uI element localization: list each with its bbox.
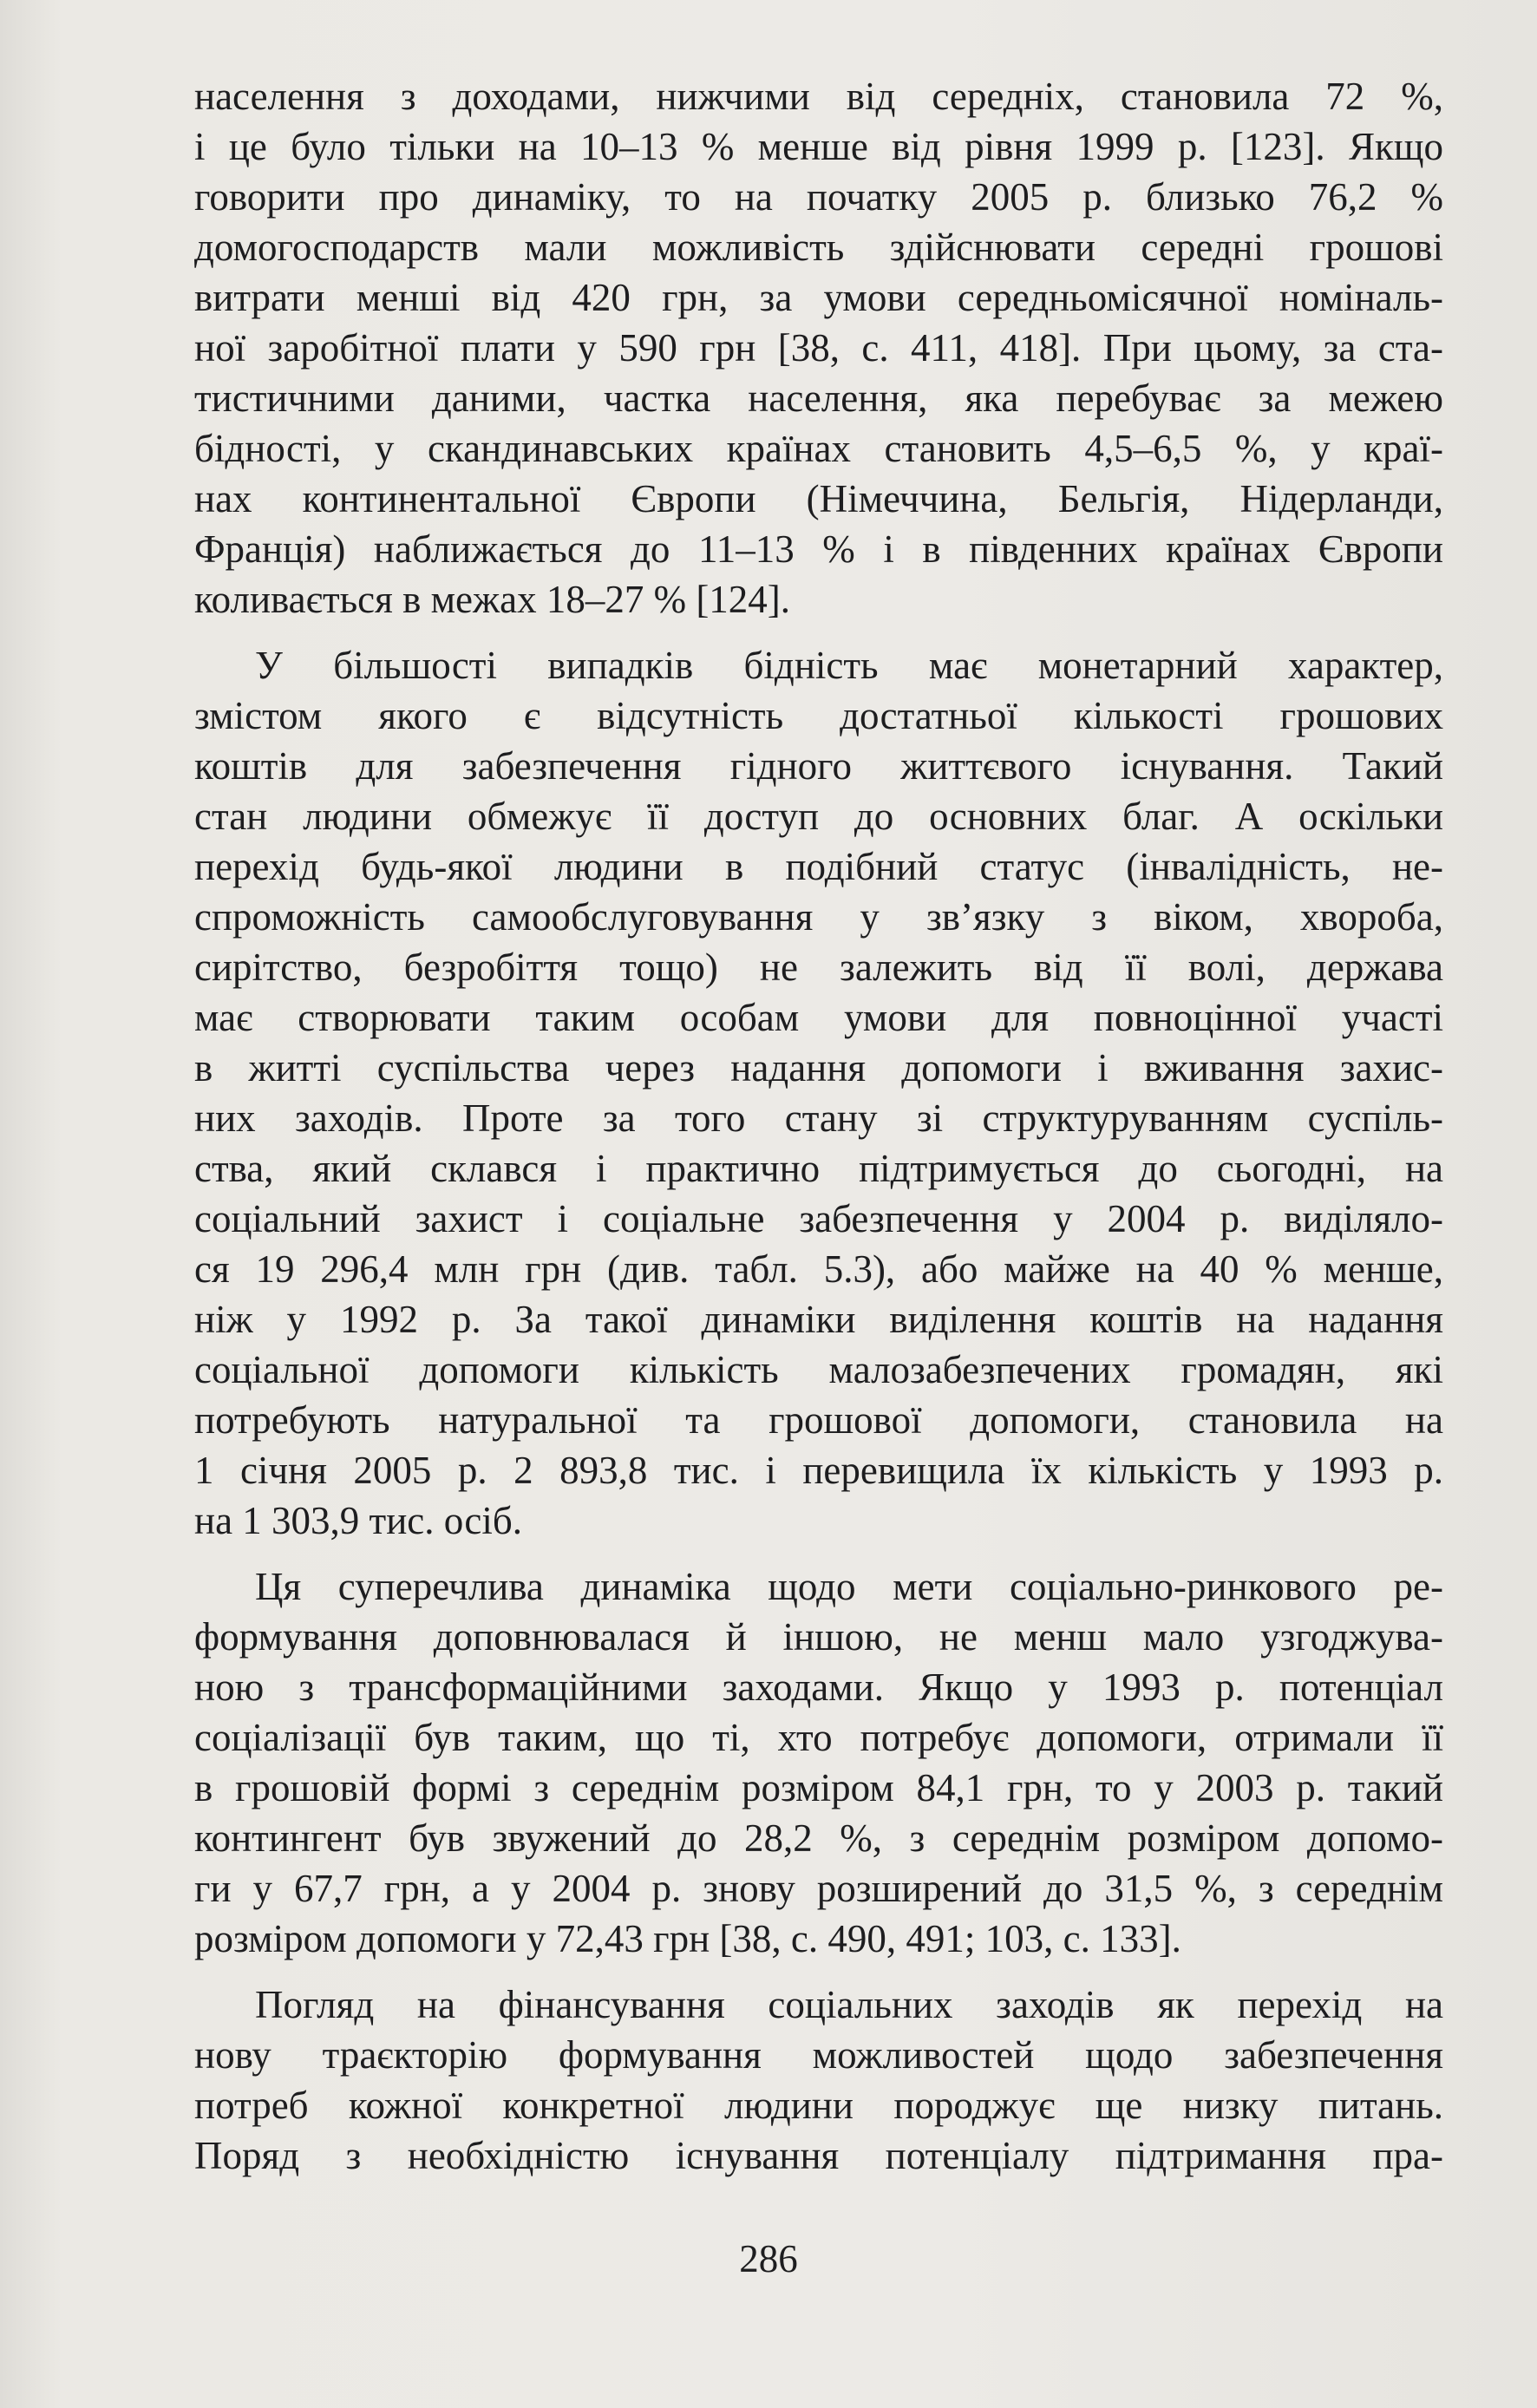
text-line: нову траєкторію формування можливостей щодо забезпечення: [194, 2033, 1443, 2077]
text-line: і це було тільки на 10–13 % менше від рівня 1999 р. [123]. Якщо: [194, 125, 1443, 168]
paragraph-4: [194, 1979, 1443, 2181]
body-text: [194, 71, 1443, 2181]
text-line: потреб кожної конкретної людини породжує ще низку питань.: [194, 2084, 1443, 2127]
paragraph-2: [194, 640, 1443, 1546]
text-line: коштів для забезпечення гідного життєвого існування. Такий: [194, 744, 1443, 788]
text-line: розміром допомоги у 72,43 грн [38, с. 490, 491; 103, с. 133].: [194, 1917, 1181, 1960]
text-line: стан людини обмежує її доступ до основних благ. А оскільки: [194, 795, 1443, 838]
text-line: ної заробітної плати у 590 грн [38, с. 411, 418]. При цьому, за ста-: [194, 326, 1443, 370]
text-line: має створювати таким особам умови для повноцінної участі: [194, 996, 1443, 1039]
paragraph-1: [194, 71, 1443, 625]
text-line: в житті суспільства через надання допомоги і вживання захис-: [194, 1046, 1443, 1089]
text-line: говорити про динаміку, то на початку 2005 р. близько 76,2 %: [194, 175, 1443, 219]
text-line: ніж у 1992 р. За такої динаміки виділення коштів на надання: [194, 1298, 1443, 1341]
text-line: сирітство, безробіття тощо) не залежить від її волі, держава: [194, 946, 1443, 989]
text-line: витрати менші від 420 грн, за умови середньомісячної номіналь-: [194, 276, 1443, 319]
text-line: ства, який склався і практично підтримується до сьогодні, на: [194, 1147, 1443, 1190]
text-line: домогосподарств мали можливість здійснювати середні грошові: [194, 226, 1443, 269]
text-line: населення з доходами, нижчими від середніх, становила 72 %,: [194, 75, 1443, 118]
text-line: бідності, у скандинавських країнах становить 4,5–6,5 %, у краї-: [194, 427, 1443, 470]
text-line: тистичними даними, частка населення, яка перебуває за межею: [194, 376, 1443, 420]
paragraph-3: [194, 1561, 1443, 1964]
text-line: ною з трансформаційними заходами. Якщо у 1993 р. потенціал: [194, 1665, 1443, 1709]
text-line: спроможність самообслуговування у зв’язку з віком, хвороба,: [194, 895, 1443, 939]
text-line: соціальний захист і соціальне забезпечення у 2004 р. виділяло-: [194, 1197, 1443, 1240]
text-line: потребують натуральної та грошової допомоги, становила на: [194, 1398, 1443, 1442]
text-line: Ця суперечлива динаміка щодо мети соціально-ринкового ре-: [255, 1565, 1443, 1608]
text-line: соціалізації був таким, що ті, хто потребує допомоги, отримали її: [194, 1716, 1443, 1759]
text-line: Поряд з необхідністю існування потенціалу підтримання пра-: [194, 2134, 1443, 2177]
text-line: формування доповнювалася й іншою, не менш мало узгоджува-: [194, 1615, 1443, 1659]
text-line: нах континентальної Європи (Німеччина, Бельгія, Нідерланди,: [194, 477, 1443, 520]
text-line: соціальної допомоги кількість малозабезпечених громадян, які: [194, 1348, 1443, 1391]
text-line: коливається в межах 18–27 % [124].: [194, 578, 791, 621]
text-line: в грошовій формі з середнім розміром 84,1 грн, то у 2003 р. такий: [194, 1766, 1443, 1809]
text-line: Франція) наближається до 11–13 % і в південних країнах Європи: [194, 527, 1443, 571]
text-line: ся 19 296,4 млн грн (див. табл. 5.3), або майже на 40 % менше,: [194, 1247, 1443, 1291]
text-line: них заходів. Проте за того стану зі структуруванням суспіль-: [194, 1096, 1443, 1140]
text-line: на 1 303,9 тис. осіб.: [194, 1499, 523, 1542]
text-line: перехід будь-якої людини в подібний статус (інвалідність, не-: [194, 845, 1443, 888]
text-line: змістом якого є відсутність достатньої кількості грошових: [194, 694, 1443, 737]
text-line: Погляд на фінансування соціальних заходів як перехід на: [255, 1983, 1443, 2026]
text-line: ги у 67,7 грн, а у 2004 р. знову розширений до 31,5 %, з середнім: [194, 1867, 1443, 1910]
page-number: 286: [739, 2237, 798, 2280]
text-line: 1 січня 2005 р. 2 893,8 тис. і перевищила їх кількість у 1993 р.: [194, 1449, 1443, 1492]
text-line: У більшості випадків бідність має монетарний характер,: [255, 644, 1443, 687]
text-line: контингент був звужений до 28,2 %, з середнім розміром допомо-: [194, 1816, 1443, 1860]
